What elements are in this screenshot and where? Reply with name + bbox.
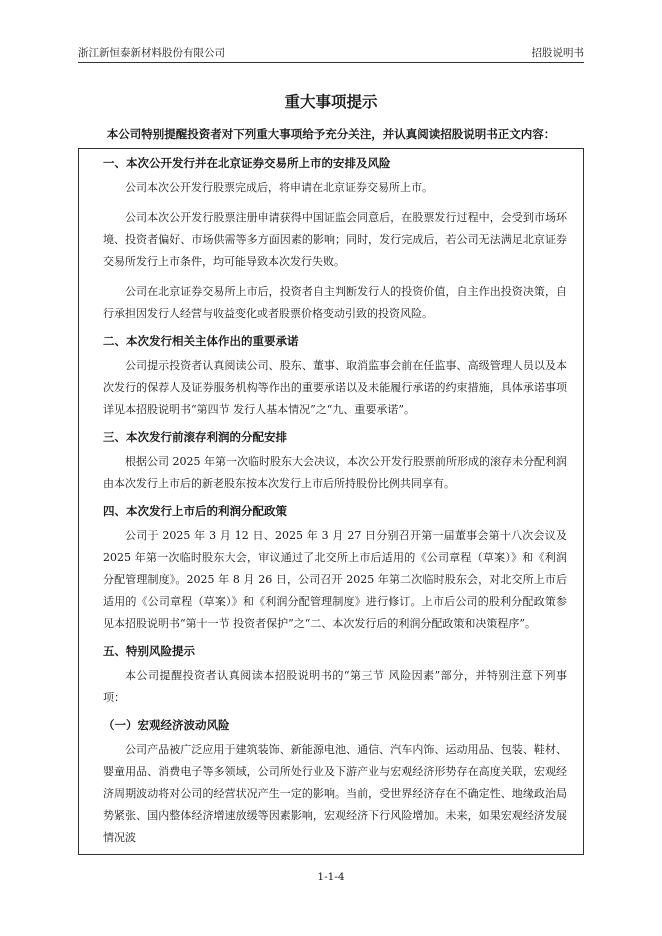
section-5-1-heading: （一）宏观经济波动风险 [103, 718, 230, 732]
page-header [78, 44, 584, 63]
section-2-paragraph: 公司提示投资者认真阅读公司、股东、董事、取消监事会前在任监事、高级管理人员以及本次发行的保荐人及证券服务机构等作出的重要承诺以及未能履行承诺的约束措施，具体承诺事项详见本招股说明书“第四节 发行人基本情况”之“九、重要承诺”。 [103, 359, 567, 416]
section-5-heading: 五、特别风险提示 [103, 644, 195, 658]
section-4-heading: 四、本次发行上市后的利润分配政策 [103, 504, 287, 518]
page-title: 重大事项提示 [284, 92, 378, 111]
section-1-heading: 一、本次公开发行并在北京证券交易所上市的安排及风险 [103, 156, 391, 170]
notice-box [78, 148, 584, 855]
section-3-heading: 三、本次发行前滚存利润的分配安排 [103, 430, 287, 444]
section-5-paragraph: 本公司提醒投资者认真阅读本招股说明书的“第三节 风险因素”部分，并特别注意下列事项： [103, 669, 567, 704]
header-doc-type: 招股说明书 [531, 47, 584, 59]
header-company: 浙江新恒泰新材料股份有限公司 [78, 47, 225, 59]
section-4-paragraph: 公司于 2025 年 3 月 12 日、2025 年 3 月 27 日分别召开第一届董事会第十八次会议及 2025 年第一次临时股东大会，审议通过了北交所上市后适用的《公司章程（草案）》和《利润分配管理制度》。2025 年 8 月 26 日，公司召开 2025 年第二次临时股东会，对北交所上市后适用的《公司章程（草案）》和《利润分配管理制度》进行修订。上市后公司的股利分配政策参见本招股说明书“第十一节 投资者保护”之“二、本次发行后的利润分配政策和决策程序”。 [103, 529, 567, 630]
page-subtitle: 本公司特别提醒投资者对下列重大事项给予充分关注，并认真阅读招股说明书正文内容： [106, 127, 556, 141]
page-number: 1-1-4 [317, 871, 345, 883]
section-2-heading: 二、本次发行相关主体作出的重要承诺 [103, 334, 299, 348]
section-1-paragraph: 公司在北京证券交易所上市后，投资者自主判断发行人的投资价值，自主作出投资决策，自行承担因发行人经营与收益变化或者股票价格变动引致的投资风险。 [103, 285, 567, 320]
section-1-paragraph: 公司本次公开发行股票注册申请获得中国证监会同意后，在股票发行过程中，会受到市场环境、投资者偏好、市场供需等多方面因素的影响；同时，发行完成后，若公司无法满足北京证券交易所发行上市条件，均可能导致本次发行失败。 [103, 211, 567, 268]
section-3-paragraph: 根据公司 2025 年第一次临时股东大会决议，本次公开发行股票前所形成的滚存未分配利润由本次发行上市后的新老股东按本次发行上市后所持股份比例共同享有。 [103, 455, 567, 490]
section-5-1-paragraph: 公司产品被广泛应用于建筑装饰、新能源电池、通信、汽车内饰、运动用品、包装、鞋材、婴童用品、消费电子等多领域，公司所处行业及下游产业与宏观经济形势存在高度关联，宏观经济周期波动将对公司的经营状况产生一定的影响。当前，受世界经济存在不确定性、地缘政治局势紧张、国内整体经济增速放缓等因素影响，宏观经济下行风险增加。未来，如果宏观经济发展情况波 [103, 743, 567, 844]
section-1-paragraph: 公司本次公开发行股票完成后，将申请在北京证券交易所上市。 [125, 181, 433, 194]
notice-content [103, 155, 567, 849]
